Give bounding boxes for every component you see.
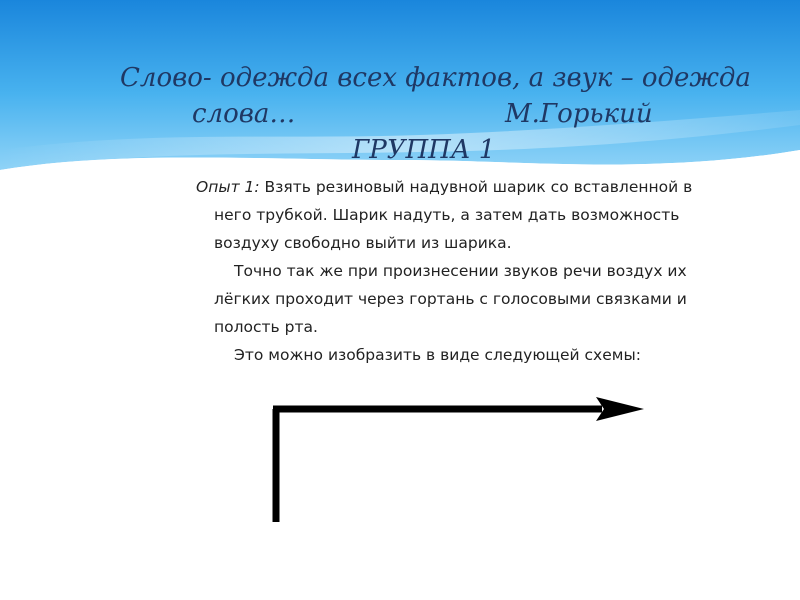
experiment-text-line-3: воздуху свободно выйти из шарика. bbox=[214, 234, 512, 252]
paragraph-experiment bbox=[196, 173, 784, 201]
experiment-text-line-2: него трубкой. Шарик надуть, а затем дать возможность bbox=[214, 206, 680, 224]
sky-header-background bbox=[0, 0, 800, 200]
paragraph-explanation-line-1: Точно так же при произнесении звуков речи воздух их bbox=[234, 262, 687, 280]
paragraph-scheme-intro: Это можно изобразить в виде следующей схемы: bbox=[234, 346, 641, 364]
experiment-label: Опыт 1: bbox=[196, 178, 260, 196]
paragraph-explanation-line-3: полость рта. bbox=[214, 318, 318, 336]
experiment-text-first-line: Взять резиновый надувной шарик со вставленной в bbox=[259, 178, 693, 196]
title-author: М.Горький bbox=[505, 99, 653, 129]
title-group-label: ГРУППА 1 bbox=[352, 135, 496, 165]
slide-body bbox=[196, 173, 784, 369]
title-quote-line-2: слова… bbox=[192, 99, 296, 129]
title-quote-line-1: Слово- одежда всех фактов, а звук – одежда bbox=[120, 63, 751, 93]
paragraph-explanation-line-2: лёгких проходит через гортань с голосовыми связками и bbox=[214, 290, 687, 308]
scheme-arrowhead-icon bbox=[596, 397, 644, 421]
